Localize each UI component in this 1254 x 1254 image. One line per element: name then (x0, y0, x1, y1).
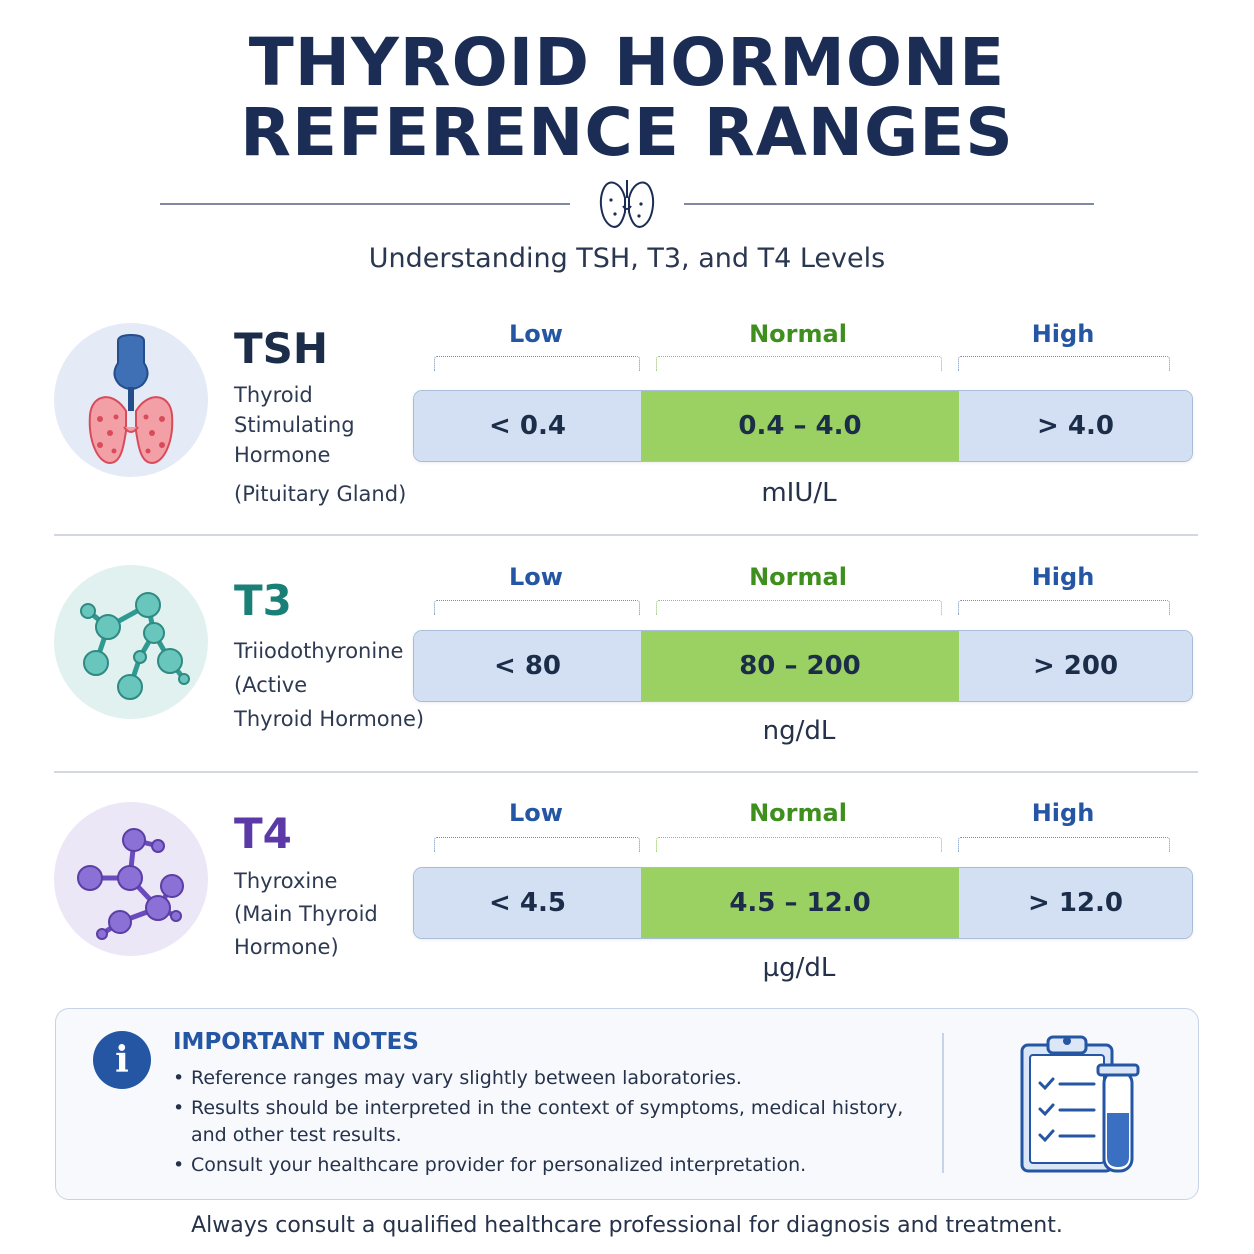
description-line: (Active (234, 673, 308, 697)
description-line: Hormone) (234, 935, 339, 959)
normal-range: 0.4 – 4.0 (641, 391, 959, 461)
unit-label: ng/dL (762, 716, 836, 746)
note-item: • Consult your healthcare provider for personalized interpretation. (173, 1152, 933, 1179)
page-subtitle: Understanding TSH, T3, and T4 Levels (368, 243, 886, 274)
zone-label-high: High (1031, 563, 1095, 591)
notes-list (173, 1065, 933, 1182)
normal-range: 80 – 200 (641, 631, 959, 701)
hormone-description (234, 865, 378, 964)
hormone-description (234, 380, 355, 470)
low-range: < 80 (414, 631, 641, 701)
range-bar (413, 867, 1193, 939)
info-icon: i (93, 1031, 151, 1089)
normal-range: 4.5 – 12.0 (641, 868, 959, 938)
normal-bracket (656, 600, 942, 615)
t3-molecule-icon (54, 565, 208, 719)
title-divider-right (684, 203, 1094, 205)
important-notes-panel (55, 1008, 1199, 1200)
page-title-line-1: THYROID HORMONE (248, 24, 1006, 101)
section-divider (54, 771, 1198, 773)
zone-label-low: Low (509, 799, 563, 827)
t4-molecule-icon (54, 802, 208, 956)
hormone-name: T3 (234, 576, 292, 625)
hormone-name: T4 (234, 809, 292, 858)
low-bracket (434, 837, 640, 852)
disclaimer-footer: Always consult a qualified healthcare professional for diagnosis and treatment. (191, 1213, 1063, 1238)
high-range: > 4.0 (959, 391, 1192, 461)
tsh-section (0, 318, 1254, 548)
unit-label: µg/dL (762, 953, 836, 983)
zone-label-high: High (1031, 799, 1095, 827)
t4-section (0, 797, 1254, 1027)
description-line: Hormone (234, 443, 331, 467)
low-range: < 0.4 (414, 391, 641, 461)
range-bar (413, 630, 1193, 702)
zone-label-normal: Normal (749, 799, 847, 827)
pituitary-thyroid-icon (54, 323, 208, 477)
normal-bracket (656, 356, 942, 371)
page-title-line-2: REFERENCE RANGES (240, 94, 1014, 171)
t3-section (0, 560, 1254, 790)
zone-label-normal: Normal (749, 563, 847, 591)
description-line: (Main Thyroid (234, 902, 378, 926)
high-bracket (958, 356, 1170, 371)
hormone-name: TSH (234, 324, 329, 373)
title-divider-left (160, 203, 570, 205)
zone-label-low: Low (509, 320, 563, 348)
description-line: Thyroid Hormone) (234, 707, 425, 731)
range-bar (413, 390, 1193, 462)
description-line: Triiodothyronine (234, 639, 404, 663)
high-range: > 200 (959, 631, 1192, 701)
description-line: Thyroid (234, 383, 313, 407)
note-item: • Results should be interpreted in the context of symptoms, medical history, and other test results. (173, 1095, 933, 1149)
low-range: < 4.5 (414, 868, 641, 938)
notes-title: IMPORTANT NOTES (173, 1029, 419, 1055)
zone-label-low: Low (509, 563, 563, 591)
zone-label-high: High (1031, 320, 1095, 348)
high-bracket (958, 600, 1170, 615)
notes-divider (942, 1033, 944, 1173)
hormone-description (234, 634, 424, 736)
hormone-source: (Pituitary Gland) (234, 482, 407, 506)
description-line: Thyroxine (234, 869, 338, 893)
clipboard-test-tube-icon (1018, 1029, 1144, 1179)
section-divider (54, 534, 1198, 536)
normal-bracket (656, 837, 942, 852)
description-line: Stimulating (234, 413, 355, 437)
high-bracket (958, 837, 1170, 852)
thyroid-gland-icon (597, 176, 657, 232)
low-bracket (434, 600, 640, 615)
zone-label-normal: Normal (749, 320, 847, 348)
high-range: > 12.0 (959, 868, 1192, 938)
unit-label: mIU/L (761, 478, 837, 508)
note-item: • Reference ranges may vary slightly between laboratories. (173, 1065, 933, 1092)
low-bracket (434, 356, 640, 371)
